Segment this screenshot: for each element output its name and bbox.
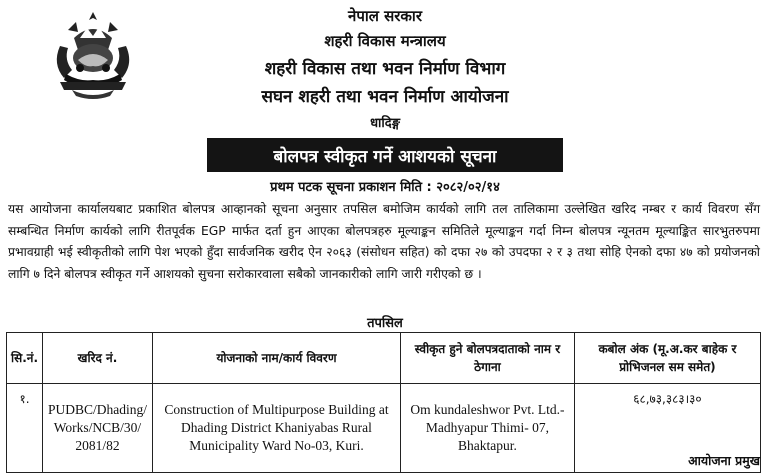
header-department: शहरी विकास तथा भवन निर्माण विभाग — [264, 59, 506, 79]
signature-title: आयोजना प्रमुख — [688, 453, 760, 468]
cell-bidder: Om kundaleshwor Pvt. Ltd.- Madhyapur Thimi- 07, Bhaktapur. — [401, 384, 575, 473]
header-bidder: स्वीकृत हुने बोलपत्रदाताको नाम र ठेगाना — [401, 333, 575, 384]
notice-body: यस आयोजना कार्यालयबाट प्रकाशित बोलपत्र आव्हानको सूचना अनुसार तपसिल बमोजिम कार्यको लागि तल तालिकामा उल्लेखित खरिद नम्बर र कार्य विवरण सँग सम्बन्धित निर्माण कार्यको लागि रीतपूर्वक EGP मार्फत दर्ता हुन आएका बोलपत्रहरु मूल्याङ्कन समितिले मूल्याङ्कन गर्दा निम्न बोलपत्र न्यूनतम मूल्याङ्कित सारभुतरुपमा प्रभावग्राही भई स्वीकृतीको लागि पेश भएको हुँदा सार्वजनिक खरीद ऐन २०६३ (संसोधन सहित) को दफा २७ को उपदफा २ र ३ तथा सोहि ऐनको दफा ४७ को प्रयोजनको लागि ७ दिने बोलपत्र स्वीकृत गर्ने आशयको सुचना सरोकारवाला सबैको जानकारीको लागि जारी गरीएको छ । — [8, 202, 760, 281]
header-project: योजनाको नाम/कार्य विवरण — [152, 333, 400, 384]
table-header-row — [7, 333, 761, 384]
header-sn: सि.नं. — [7, 333, 43, 384]
header-amount: कबोल अंक (मू.अ.कर बाहेक र प्रोभिजनल सम समेत) — [574, 333, 760, 384]
cell-project: Construction of Multipurpose Building at Dhading District Khaniyabas Rural Municipality Ward No-03, Kuri. — [152, 384, 400, 473]
notice-title-banner — [207, 138, 563, 172]
header-location: धादिङ्ग — [370, 116, 400, 131]
header-procurement-no: खरिद नं. — [43, 333, 153, 384]
header-project: सघन शहरी तथा भवन निर्माण आयोजना — [261, 87, 509, 107]
cell-procurement-no: PUDBC/Dhading/ Works/NCB/30/ 2081/82 — [43, 384, 153, 473]
cell-amount: ६८,७३,३८३।३० — [574, 384, 760, 473]
notice-title: बोलपत्र स्वीकृत गर्ने आशयको सूचना — [273, 146, 497, 167]
publication-date: प्रथम पटक सूचना प्रकाशन मिति : २०८२/०२/१४ — [270, 180, 500, 195]
table-row — [7, 384, 761, 473]
table-title: तपसिल — [367, 316, 403, 331]
header-government: नेपाल सरकार — [348, 7, 422, 25]
award-table — [6, 332, 761, 473]
cell-sn: १. — [7, 384, 43, 473]
header-ministry: शहरी विकास मन्त्रालय — [324, 32, 446, 50]
